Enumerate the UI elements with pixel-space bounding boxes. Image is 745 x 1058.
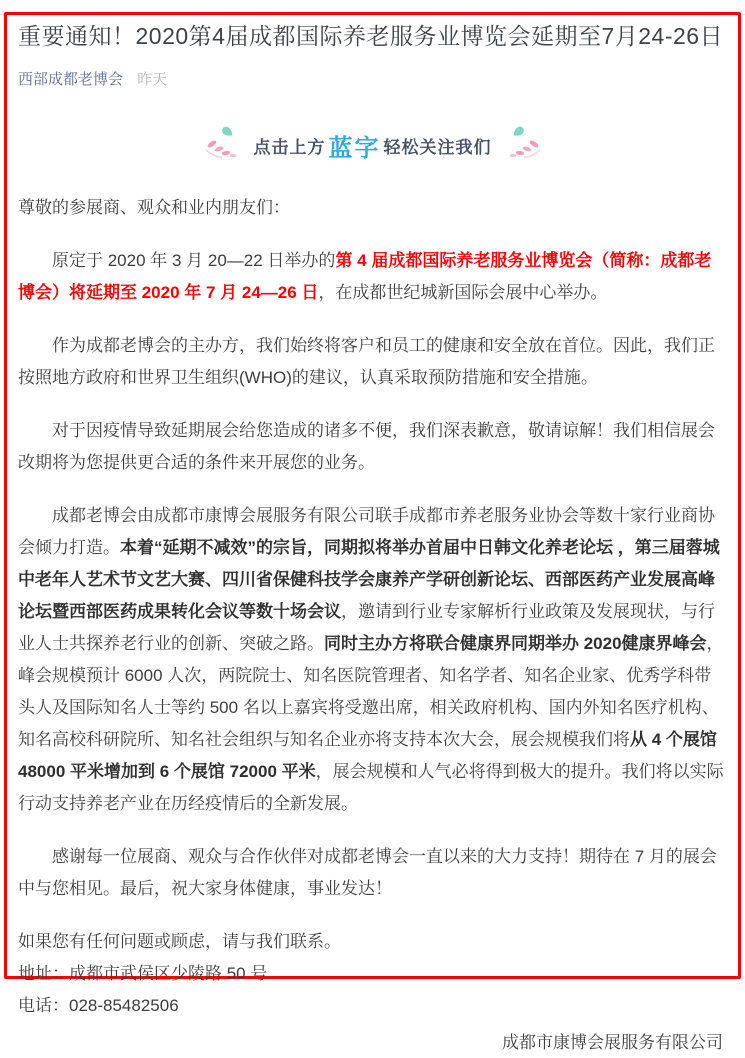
detail-s2: ，邀请到行业专家解析行业政策及发展现状，与行业人士共探养老行业的创新、突破之路。	[18, 602, 715, 653]
follow-banner	[18, 123, 727, 168]
detail-paragraph	[18, 500, 727, 820]
article-frame	[4, 12, 741, 1052]
banner-blue-word[interactable]: 蓝字	[328, 135, 381, 162]
heart-petals-icon	[498, 123, 544, 168]
heart-petals-icon	[202, 123, 248, 168]
greeting-paragraph: 尊敬的参展商、观众和业内朋友们：	[18, 198, 290, 217]
page-title: 重要通知！2020第4届成都国际养老服务业博览会延期至7月24-26日	[18, 23, 724, 49]
company-signature: 成都市康博会展服务有限公司	[502, 1033, 723, 1052]
banner-text	[254, 128, 492, 163]
apology-paragraph: 对于因疫情导致延期展会给您造成的诸多不便，我们深表歉意，敬请谅解！我们相信展会改期将为您提供更合适的条件来开展您的业务。	[18, 421, 715, 472]
byline	[18, 68, 727, 89]
postpone-paragraph	[18, 245, 727, 309]
postpone-post: ，在成都世纪城新国际会展中心举办。	[318, 283, 608, 302]
article-body	[18, 192, 727, 1058]
detail-s3: ，峰会规模预计 6000 人次，两院院士、知名医院管理者、知名学者、知名企业家、优秀学科带头人及国际知名人士等约 500 名以上嘉宾将受邀出席，相关政府机构、国内外知名医疗机构、知名高校科研院所、知名社会组织与知名企业亦将支持本次大会，展会规模我们将	[18, 634, 724, 749]
detail-s4: ，展会规模和人气必将得到极大的提升。我们将以实际行动支持养老产业在历经疫情后的全新发展。	[18, 762, 724, 813]
postpone-pre: 原定于 2020 年 3 月 20—22 日举办的	[52, 251, 336, 270]
contact-intro: 如果您有任何问题或顾虑，请与我们联系。	[18, 932, 341, 951]
banner-prefix: 点击上方	[253, 138, 326, 157]
detail-forums-bold: 本着“延期不减效”的宗旨，同期拟将举办首届中日韩文化养老论坛 ，第三届蓉城中老年人艺术节文艺大赛、四川省保健科技学会康养产学研创新论坛、西部医药产业发展高峰论坛暨西部医药成果转化会议等数十场会议	[18, 538, 720, 621]
detail-summit-bold: 同时主办方将联合健康界同期举办 2020健康界峰会	[324, 634, 707, 653]
detail-scale-bold: 从 4 个展馆 48000 平米增加到 6 个展馆 72000 平米	[18, 730, 717, 781]
account-link[interactable]: 西部成都老博会	[18, 71, 124, 88]
detail-s1: 成都老博会由成都市康博会展服务有限公司联手成都市养老服务业协会等数十家行业商协会倾力打造。	[18, 506, 715, 557]
contact-address: 地址：成都市武侯区少陵路 50 号	[18, 964, 268, 983]
safety-paragraph: 作为成都老博会的主办方，我们始终将客户和员工的健康和安全放在首位。因此，我们正按照地方政府和世界卫生组织(WHO)的建议，认真采取预防措施和安全措施。	[18, 336, 715, 387]
banner-suffix: 轻松关注我们	[383, 138, 492, 157]
publish-date: 昨天	[137, 71, 168, 88]
contact-phone: 电话：028-85482506	[18, 996, 179, 1015]
thanks-paragraph: 感谢每一位展商、观众与合作伙伴对成都老博会一直以来的大力支持！期待在 7 月的展会中与您相见。最后，祝大家身体健康，事业发达！	[18, 847, 717, 898]
postpone-red-highlight: 第 4 届成都国际养老服务业博览会（简称：成都老博会）将延期至 2020 年 7 月 24—26 日	[18, 251, 712, 302]
